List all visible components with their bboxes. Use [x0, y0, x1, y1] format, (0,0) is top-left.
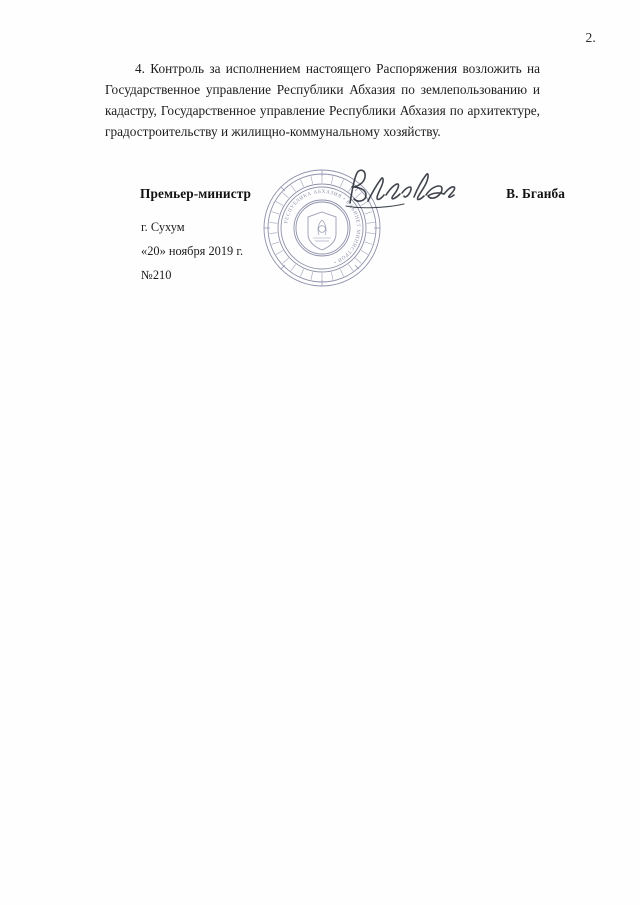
meta-city: г. Сухум	[141, 220, 185, 234]
signatory-name: В. Бганба	[506, 186, 565, 201]
signatory-title: Премьер-министр	[140, 186, 251, 201]
body-paragraph-text: 4. Контроль за исполнением настоящего Распоряжения возложить на Государственное управление Республики Абхазия по землепользованию и кадастру, Государственное управление Республики Абхазия по архитектуре, градостроительству и жилищно-коммунальному хозяйству.	[105, 61, 540, 139]
stamp-outer-text: РЕСПУБЛИКА АБХАЗИЯ • КАБИНЕТ МИНИСТРОВ •	[283, 188, 362, 266]
page-number: 2.	[585, 30, 596, 45]
meta-date: «20» ноября 2019 г.	[141, 244, 244, 258]
meta-number: №210	[141, 268, 172, 282]
document-meta	[141, 215, 243, 287]
body-paragraph	[105, 58, 540, 142]
signature-transcription	[340, 211, 341, 212]
signature-row	[140, 186, 565, 208]
signature-block	[140, 186, 565, 208]
